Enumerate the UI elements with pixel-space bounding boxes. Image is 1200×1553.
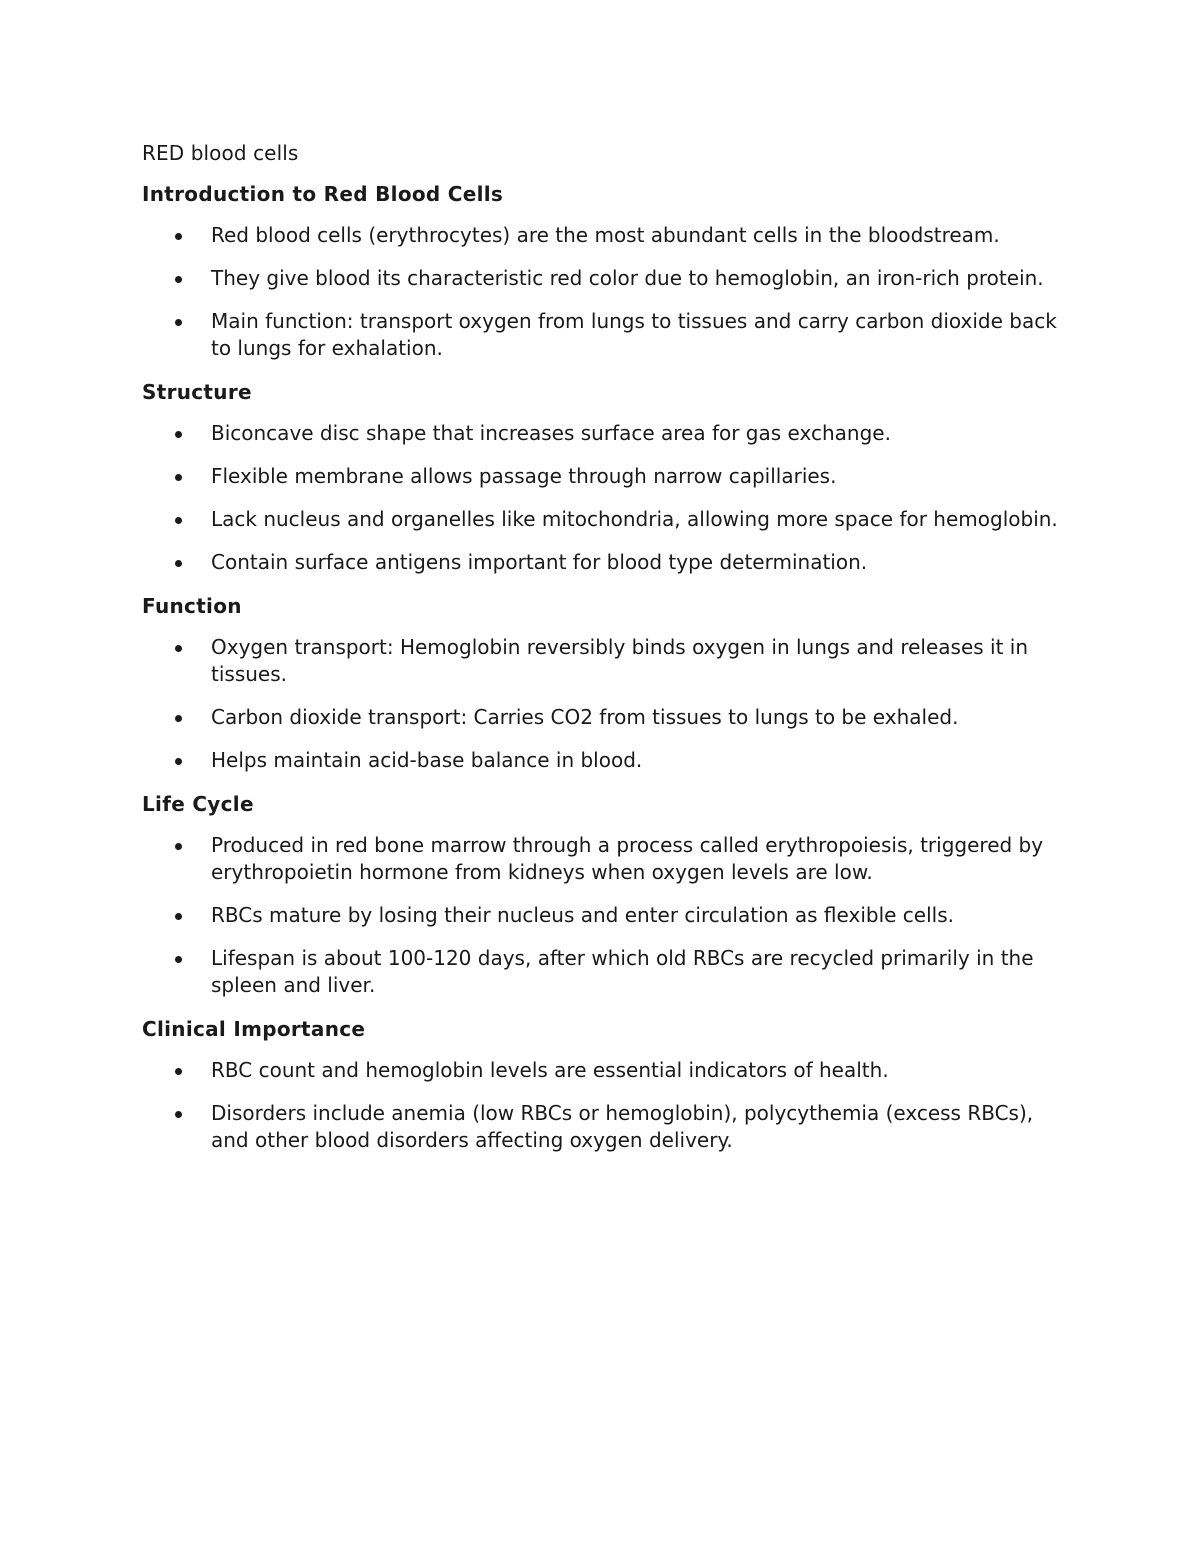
bullet-list <box>142 222 1072 362</box>
list-item-text: Produced in red bone marrow through a process called erythropoiesis, triggered by erythropoietin hormone from kidneys when oxygen levels are low. <box>211 833 1044 884</box>
bullet-icon <box>175 956 182 963</box>
section-heading: Function <box>142 594 242 618</box>
bullet-icon <box>175 1068 182 1075</box>
list-item-text: They give blood its characteristic red color due to hemoglobin, an iron-rich protein. <box>211 266 1044 290</box>
document-title: RED blood cells <box>142 141 299 165</box>
section-heading: Life Cycle <box>142 792 254 816</box>
section-function <box>142 592 1072 774</box>
bullet-icon <box>175 758 182 765</box>
bullet-list <box>142 832 1072 999</box>
document-body <box>142 138 1072 1170</box>
bullet-icon <box>175 715 182 722</box>
list-item <box>142 1100 1072 1154</box>
list-item-text: Lifespan is about 100-120 days, after which old RBCs are recycled primarily in the spleen and liver. <box>211 946 1034 997</box>
list-item <box>142 420 1072 447</box>
list-item <box>142 549 1072 576</box>
list-item-text: Oxygen transport: Hemoglobin reversibly binds oxygen in lungs and releases it in tissues. <box>211 635 1029 686</box>
section-structure <box>142 378 1072 576</box>
bullet-icon <box>175 319 182 326</box>
bullet-icon <box>175 843 182 850</box>
bullet-icon <box>175 431 182 438</box>
bullet-list <box>142 634 1072 774</box>
list-item-text: RBCs mature by losing their nucleus and enter circulation as flexible cells. <box>211 903 954 927</box>
list-item-text: Disorders include anemia (low RBCs or hemoglobin), polycythemia (excess RBCs), and other blood disorders affecting oxygen delivery. <box>211 1101 1034 1152</box>
list-item <box>142 463 1072 490</box>
bullet-icon <box>175 474 182 481</box>
list-item <box>142 902 1072 929</box>
list-item-text: Lack nucleus and organelles like mitochondria, allowing more space for hemoglobin. <box>211 507 1058 531</box>
bullet-icon <box>175 517 182 524</box>
list-item <box>142 308 1072 362</box>
bullet-icon <box>175 913 182 920</box>
list-item <box>142 222 1072 249</box>
bullet-icon <box>175 233 182 240</box>
list-item <box>142 747 1072 774</box>
section-introduction <box>142 180 1072 362</box>
list-item-text: Main function: transport oxygen from lungs to tissues and carry carbon dioxide back to lungs for exhalation. <box>211 309 1057 360</box>
section-heading: Introduction to Red Blood Cells <box>142 182 504 206</box>
section-heading: Structure <box>142 380 252 404</box>
list-item-text: RBC count and hemoglobin levels are essential indicators of health. <box>211 1058 889 1082</box>
bullet-icon <box>175 1111 182 1118</box>
list-item <box>142 945 1072 999</box>
bullet-icon <box>175 560 182 567</box>
list-item <box>142 1057 1072 1084</box>
bullet-icon <box>175 645 182 652</box>
section-life-cycle <box>142 790 1072 999</box>
list-item <box>142 506 1072 533</box>
list-item <box>142 265 1072 292</box>
section-heading: Clinical Importance <box>142 1017 366 1041</box>
list-item-text: Carbon dioxide transport: Carries CO2 from tissues to lungs to be exhaled. <box>211 705 959 729</box>
bullet-icon <box>175 276 182 283</box>
list-item-text: Red blood cells (erythrocytes) are the most abundant cells in the bloodstream. <box>211 223 1000 247</box>
list-item <box>142 832 1072 886</box>
list-item-text: Helps maintain acid-base balance in blood. <box>211 748 643 772</box>
list-item <box>142 634 1072 688</box>
bullet-list <box>142 1057 1072 1154</box>
list-item-text: Flexible membrane allows passage through narrow capillaries. <box>211 464 837 488</box>
list-item-text: Contain surface antigens important for blood type determination. <box>211 550 868 574</box>
bullet-list <box>142 420 1072 576</box>
list-item <box>142 704 1072 731</box>
section-clinical-importance <box>142 1015 1072 1154</box>
list-item-text: Biconcave disc shape that increases surface area for gas exchange. <box>211 421 891 445</box>
